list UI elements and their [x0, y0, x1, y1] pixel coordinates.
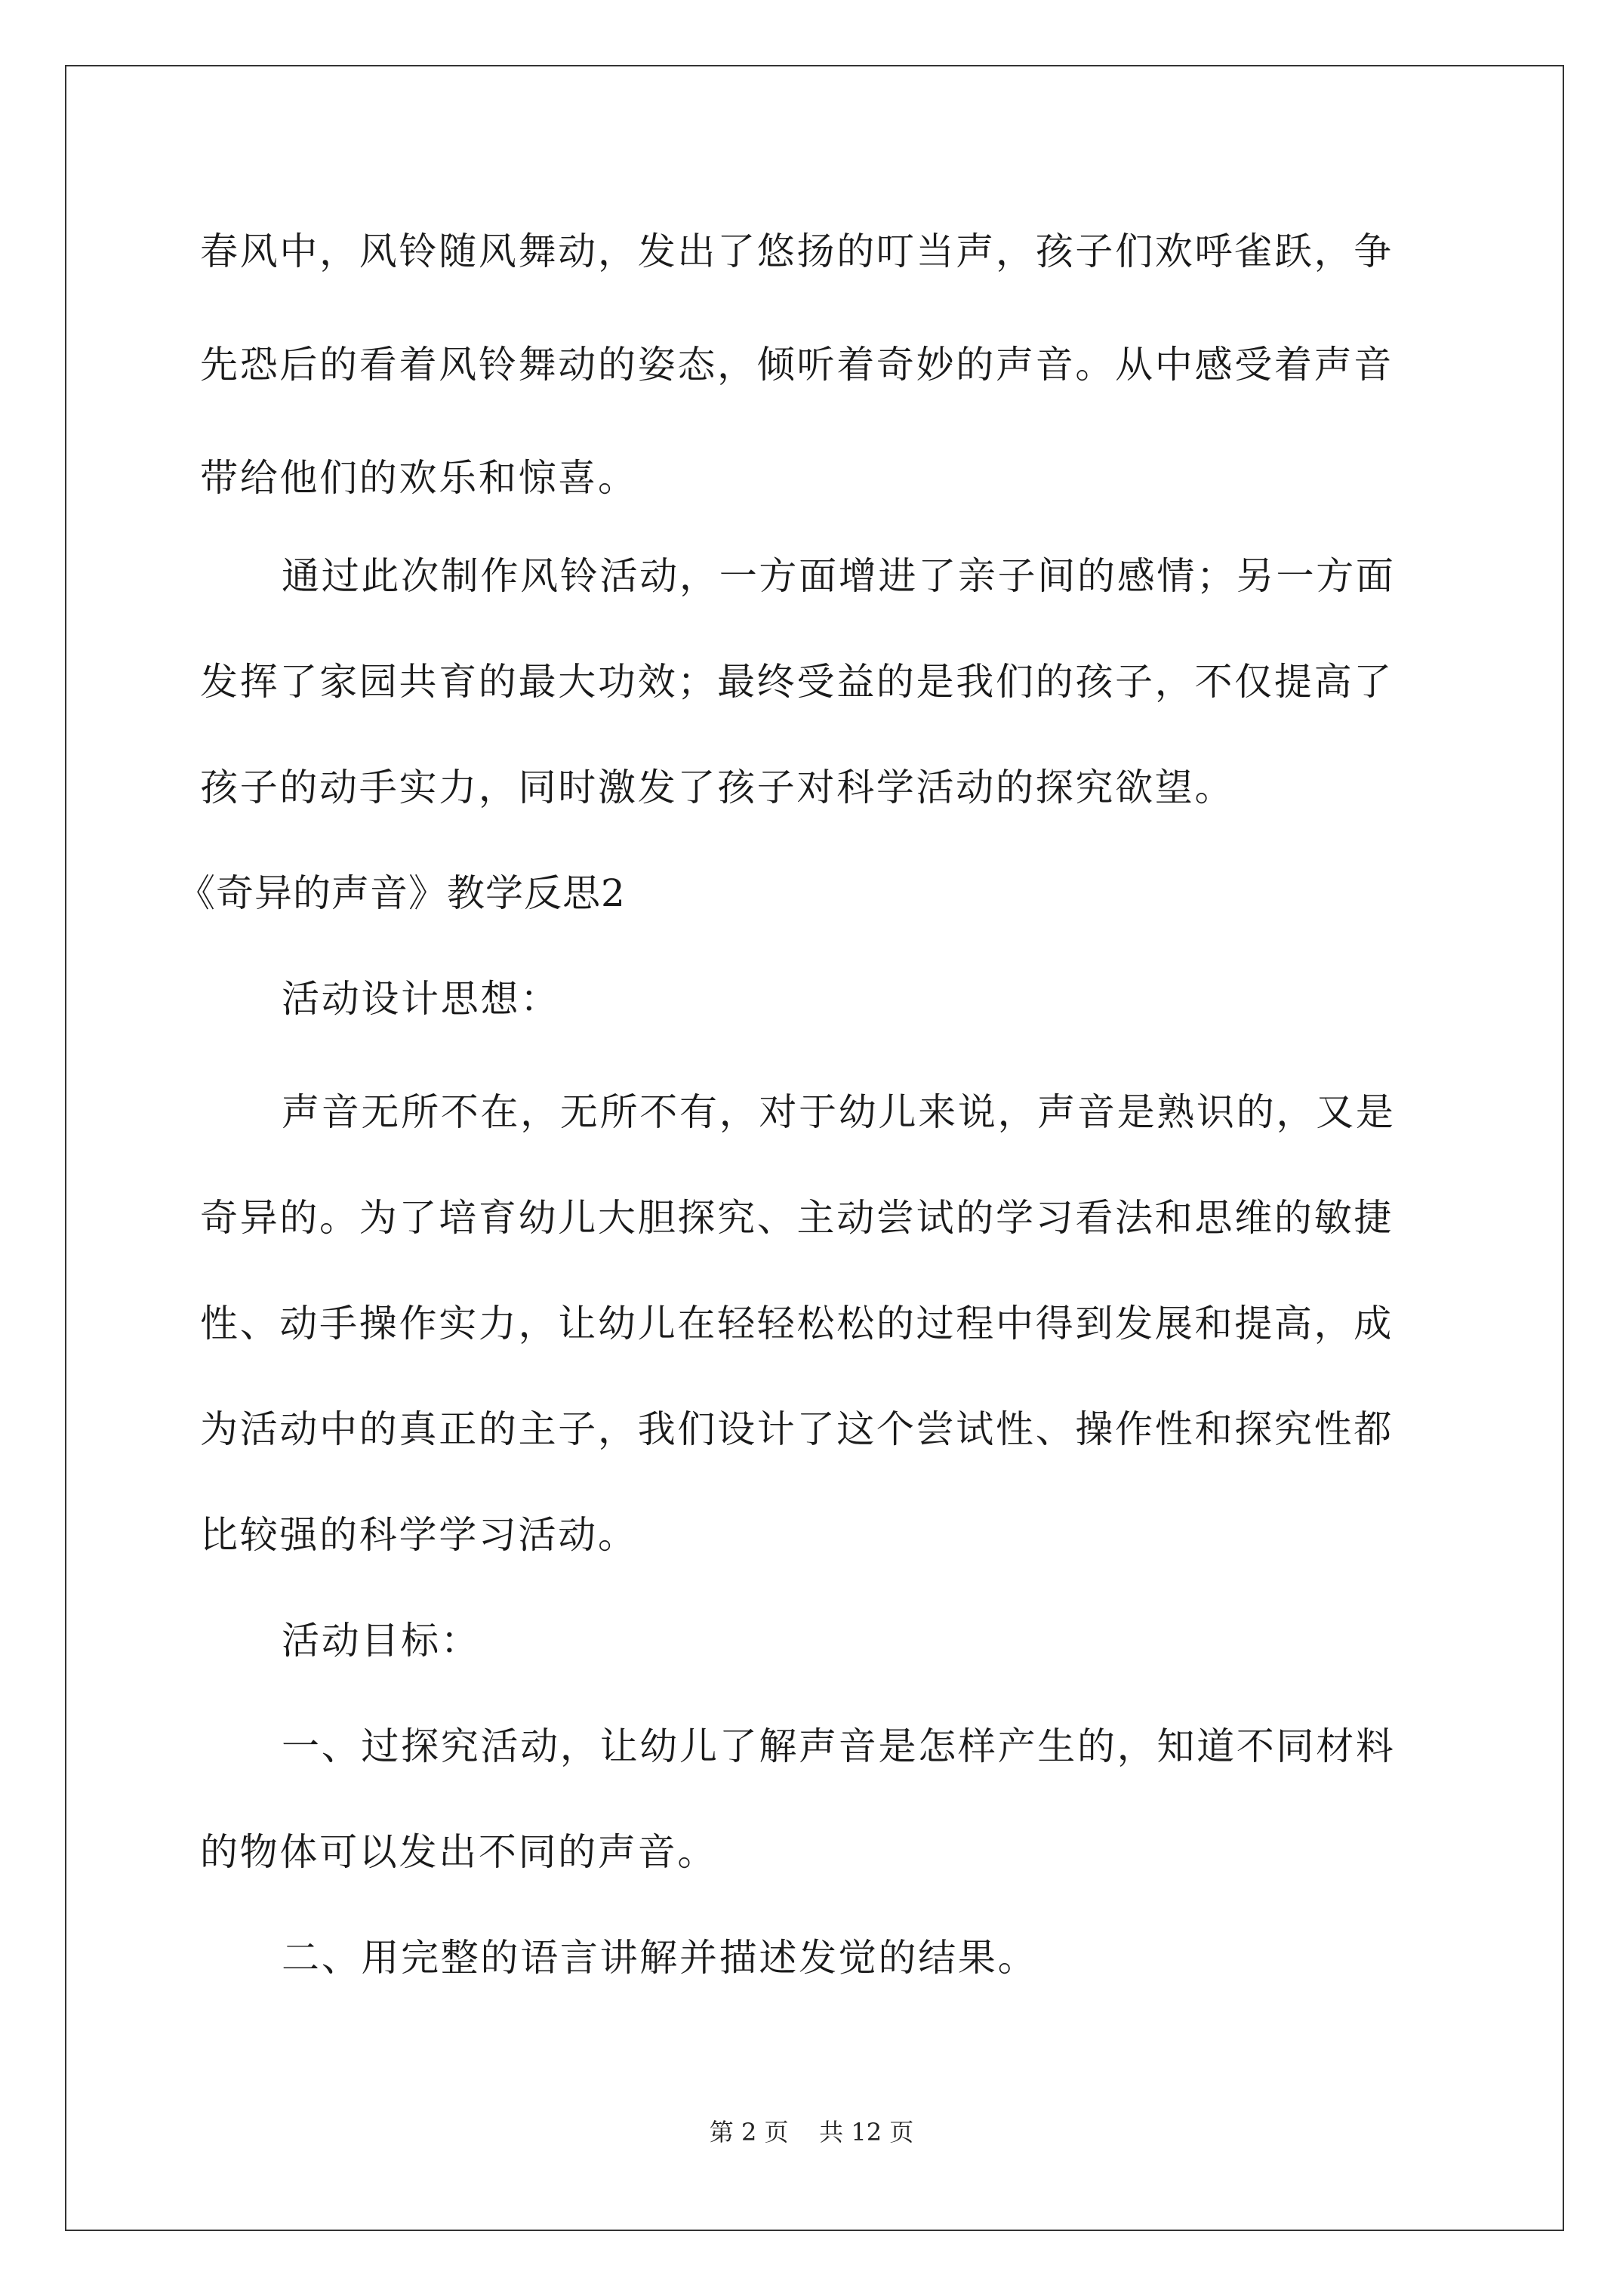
section-heading: 《奇异的声音》教学反思2 [177, 871, 626, 915]
paragraph-line: 活动设计思想： [282, 977, 560, 1021]
paragraph-line: 比较强的科学学习活动。 [200, 1513, 638, 1557]
paragraph-line: 性、动手操作实力，让幼儿在轻轻松松的过程中得到发展和提高，成 [200, 1302, 1394, 1345]
paragraph-line: 奇异的。为了培育幼儿大胆探究、主动尝试的学习看法和思维的敏捷 [200, 1196, 1394, 1240]
paragraph-line: 发挥了家园共育的最大功效；最终受益的是我们的孩子，不仅提高了 [200, 660, 1394, 704]
paragraph-line: 一、过探究活动，让幼儿了解声音是怎样产生的，知道不同材料 [282, 1724, 1396, 1768]
paragraph-line: 春风中，风铃随风舞动，发出了悠扬的叮当声，孩子们欢呼雀跃，争 [200, 230, 1394, 273]
paragraph-line: 带给他们的欢乐和惊喜。 [200, 456, 638, 500]
paragraph-line: 二、用完整的语言讲解并描述发觉的结果。 [282, 1936, 1038, 1980]
paragraph-line: 先恐后的看着风铃舞动的姿态，倾听着奇妙的声音。从中感受着声音 [200, 343, 1394, 387]
paragraph-line: 为活动中的真正的主子，我们设计了这个尝试性、操作性和探究性都 [200, 1407, 1394, 1451]
page-number-footer: 第 2 页 共 12 页 [709, 2118, 914, 2147]
paragraph-line: 声音无所不在，无所不有，对于幼儿来说，声音是熟识的，又是 [282, 1090, 1396, 1134]
paragraph-line: 的物体可以发出不同的声音。 [200, 1830, 718, 1874]
paragraph-line: 通过此次制作风铃活动，一方面增进了亲子间的感情；另一方面 [282, 554, 1396, 598]
paragraph-line: 活动目标： [282, 1619, 481, 1663]
paragraph-line: 孩子的动手实力，同时激发了孩子对科学活动的探究欲望。 [200, 766, 1235, 809]
page-border [65, 65, 1564, 2231]
